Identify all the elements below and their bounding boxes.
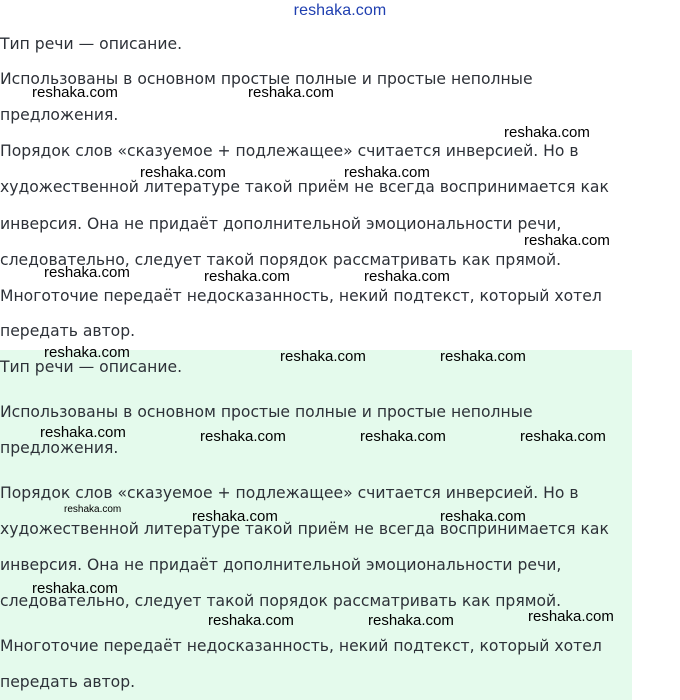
watermark: reshaka.com xyxy=(44,344,130,361)
watermark: reshaka.com xyxy=(520,428,606,445)
watermark: reshaka.com xyxy=(204,268,290,285)
watermark: reshaka.com xyxy=(248,84,334,101)
watermark: reshaka.com xyxy=(32,84,118,101)
watermark: reshaka.com xyxy=(360,428,446,445)
watermark: reshaka.com xyxy=(528,608,614,625)
text-line: следовательно, следует такой порядок рассматривать как прямой. xyxy=(0,592,562,610)
watermark: reshaka.com xyxy=(344,164,430,181)
text-line: Тип речи — описание. xyxy=(0,35,183,53)
text-line: предложения. xyxy=(0,106,119,124)
text-line: инверсия. Она не придаёт дополнительной эмоциональности речи, xyxy=(0,556,562,574)
text-line: Многоточие передаёт недосказанность, некий подтекст, который хотел xyxy=(0,637,602,655)
text-line: художественной литературе такой приём не всегда воспринимается как xyxy=(0,178,609,196)
watermark: reshaka.com xyxy=(364,268,450,285)
watermark: reshaka.com xyxy=(280,348,366,365)
watermark: reshaka.com xyxy=(504,124,590,141)
watermark: reshaka.com xyxy=(440,508,526,525)
answer-block-2 xyxy=(0,350,632,700)
watermark: reshaka.com xyxy=(32,580,118,597)
watermark: reshaka.com xyxy=(192,508,278,525)
text-line: предложения. xyxy=(0,439,119,457)
watermark: reshaka.com xyxy=(64,504,122,515)
text-line: передать автор. xyxy=(0,322,136,340)
text-line: Порядок слов «сказуемое + подлежащее» считается инверсией. Но в xyxy=(0,484,579,502)
text-line: художественной литературе такой приём не всегда воспринимается как xyxy=(0,520,609,538)
watermark: reshaka.com xyxy=(524,232,610,249)
watermark: reshaka.com xyxy=(208,612,294,629)
watermark: reshaka.com xyxy=(140,164,226,181)
text-line: следовательно, следует такой порядок рассматривать как прямой. xyxy=(0,251,562,269)
text-line: инверсия. Она не придаёт дополнительной эмоциональности речи, xyxy=(0,215,562,233)
watermark: reshaka.com xyxy=(440,348,526,365)
watermark: reshaka.com xyxy=(40,424,126,441)
text-line: Многоточие передаёт недосказанность, некий подтекст, который хотел xyxy=(0,287,602,305)
watermark: reshaka.com xyxy=(368,612,454,629)
answer-block-1 xyxy=(0,24,640,350)
text-line: Использованы в основном простые полные и простые неполные xyxy=(0,70,533,88)
text-line: Порядок слов «сказуемое + подлежащее» считается инверсией. Но в xyxy=(0,142,579,160)
text-line: Использованы в основном простые полные и простые неполные xyxy=(0,403,533,421)
text-line: Тип речи — описание. xyxy=(0,358,183,376)
site-brand-link[interactable]: reshaka.com xyxy=(293,2,387,19)
watermark: reshaka.com xyxy=(200,428,286,445)
watermark: reshaka.com xyxy=(44,264,130,281)
text-line: передать автор. xyxy=(0,673,136,691)
